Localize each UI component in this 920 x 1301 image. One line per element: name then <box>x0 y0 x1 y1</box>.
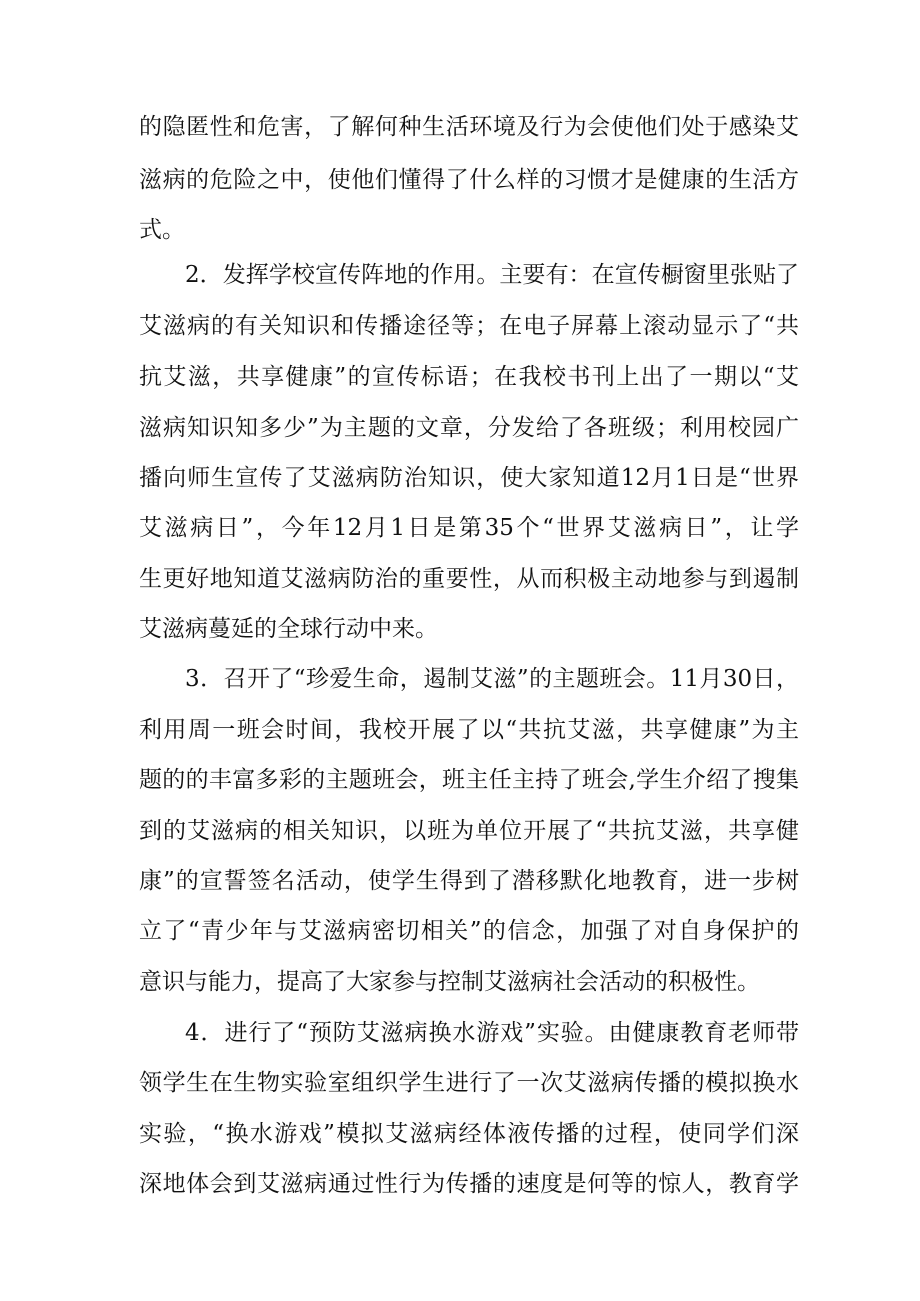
text-line: 生更好地知道艾滋病防治的重要性，从而积极主动地参与到遏制 <box>139 566 799 592</box>
text-line: 题的的丰富多彩的主题班会，班主任主持了班会,学生介绍了搜集 <box>139 767 799 793</box>
text-line: 康”的宣誓签名活动，使学生得到了潜移默化地教育，进一步树 <box>139 868 799 894</box>
text-line: 滋病知识知多少”为主题的文章，分发给了各班级；利用校园广 <box>139 415 799 441</box>
text-line: 领学生在生物实验室组织学生进行了一次艾滋病传播的模拟换水 <box>139 1070 799 1096</box>
text-line: 意识与能力，提高了大家参与控制艾滋病社会活动的积极性。 <box>139 969 760 995</box>
text-line: 抗艾滋，共享健康”的宣传标语；在我校书刊上出了一期以“艾 <box>139 364 799 390</box>
text-line: 艾滋病的有关知识和传播途径等；在电子屏幕上滚动显示了“共 <box>139 313 799 339</box>
text-line: 播向师生宣传了艾滋病防治知识，使大家知道12月1日是“世界 <box>139 465 799 491</box>
paragraph-3-first-line: 3．召开了“珍爱生命，遏制艾滋”的主题班会。11月30日， <box>185 666 799 692</box>
text-line: 的隐匿性和危害，了解何种生活环境及行为会使他们处于感染艾 <box>139 114 799 140</box>
text-line: 艾滋病日”，今年12月1日是第35个“世界艾滋病日”，让学 <box>139 515 799 541</box>
text-line: 利用周一班会时间，我校开展了以“共抗艾滋，共享健康”为主 <box>139 717 799 743</box>
text-line: 实验，“换水游戏”模拟艾滋病经体液传播的过程，使同学们深 <box>139 1121 799 1147</box>
text-line: 滋病的危险之中，使他们懂得了什么样的习惯才是健康的生活方 <box>139 167 799 193</box>
text-line: 立了“青少年与艾滋病密切相关”的信念，加强了对自身保护的 <box>139 918 799 944</box>
text-line: 深地体会到艾滋病通过性行为传播的速度是何等的惊人，教育学 <box>139 1171 799 1197</box>
text-line: 艾滋病蔓延的全球行动中来。 <box>139 616 438 642</box>
paragraph-2-first-line: 2．发挥学校宣传阵地的作用。主要有：在宣传橱窗里张贴了 <box>185 262 799 288</box>
text-line: 到的艾滋病的相关知识，以班为单位开展了“共抗艾滋，共享健 <box>139 818 799 844</box>
text-line: 式。 <box>139 217 185 243</box>
paragraph-4-first-line: 4．进行了“预防艾滋病换水游戏”实验。由健康教育老师带 <box>185 1020 799 1046</box>
